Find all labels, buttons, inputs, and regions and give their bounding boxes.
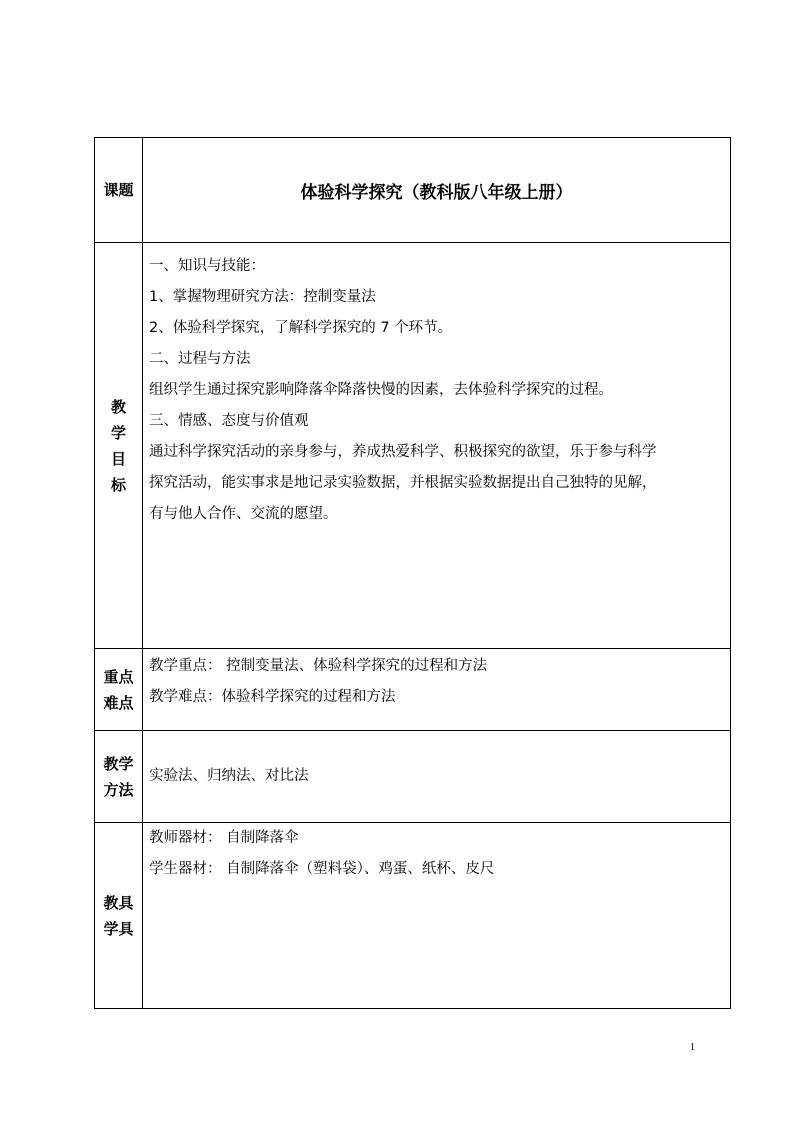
goals-heading-attitude: 三、情感、态度与价值观 <box>149 413 309 429</box>
tools-label <box>95 823 143 1009</box>
topic-title: 体验科学探究（教科版八年级上册） <box>143 138 731 243</box>
methods-text: 实验法、归纳法、对比法 <box>149 768 309 784</box>
methods-row <box>95 731 731 823</box>
methods-content <box>143 731 731 823</box>
goals-row <box>95 243 731 649</box>
keypoints-row <box>95 649 731 731</box>
tools-teacher: 教师器材： 自制降落伞 <box>149 830 299 846</box>
goals-item: 1、掌握物理研究方法：控制变量法 <box>149 289 376 305</box>
methods-label-line: 教学 <box>103 754 134 773</box>
methods-label-line: 方法 <box>103 780 134 799</box>
lesson-plan-table <box>94 137 731 1009</box>
keypoints-label <box>95 649 143 731</box>
keypoints-label-line: 重点 <box>103 667 134 686</box>
goals-item: 有与他人合作、交流的愿望。 <box>149 506 338 522</box>
tools-label-line: 学具 <box>103 919 134 938</box>
methods-label <box>95 731 143 823</box>
tools-label-line: 教具 <box>103 893 134 912</box>
keypoints-label-line: 难点 <box>103 693 134 712</box>
goals-label-char: 标 <box>110 475 126 494</box>
topic-row <box>95 138 731 243</box>
page-number: 1 <box>690 1042 695 1053</box>
goals-label-char: 目 <box>110 449 126 468</box>
goals-item: 通过科学探究活动的亲身参与，养成热爱科学、积极探究的欲望，乐于参与科学 <box>149 444 657 460</box>
goals-heading-process: 二、过程与方法 <box>149 351 251 367</box>
tools-student: 学生器材： 自制降落伞（塑料袋）、鸡蛋、纸杯、皮尺 <box>149 861 495 877</box>
topic-label: 课题 <box>95 138 143 243</box>
tools-row <box>95 823 731 1009</box>
keypoint-focus: 教学重点： 控制变量法、体验科学探究的过程和方法 <box>149 658 488 674</box>
tools-content <box>143 823 731 1009</box>
goals-label-char: 教 <box>110 397 126 416</box>
goals-content <box>143 243 731 649</box>
goals-item: 2、体验科学探究，了解科学探究的 7 个环节。 <box>149 320 453 336</box>
goals-item: 组织学生通过探究影响降落伞降落快慢的因素，去体验科学探究的过程。 <box>149 382 613 398</box>
goals-label-char: 学 <box>110 423 126 442</box>
keypoints-content <box>143 649 731 731</box>
keypoint-difficulty: 教学难点：体验科学探究的过程和方法 <box>149 689 396 705</box>
goals-heading-knowledge: 一、知识与技能： <box>149 258 265 274</box>
goals-label <box>95 243 143 649</box>
goals-item: 探究活动，能实事求是地记录实验数据，并根据实验数据提出自己独特的见解， <box>149 475 657 491</box>
